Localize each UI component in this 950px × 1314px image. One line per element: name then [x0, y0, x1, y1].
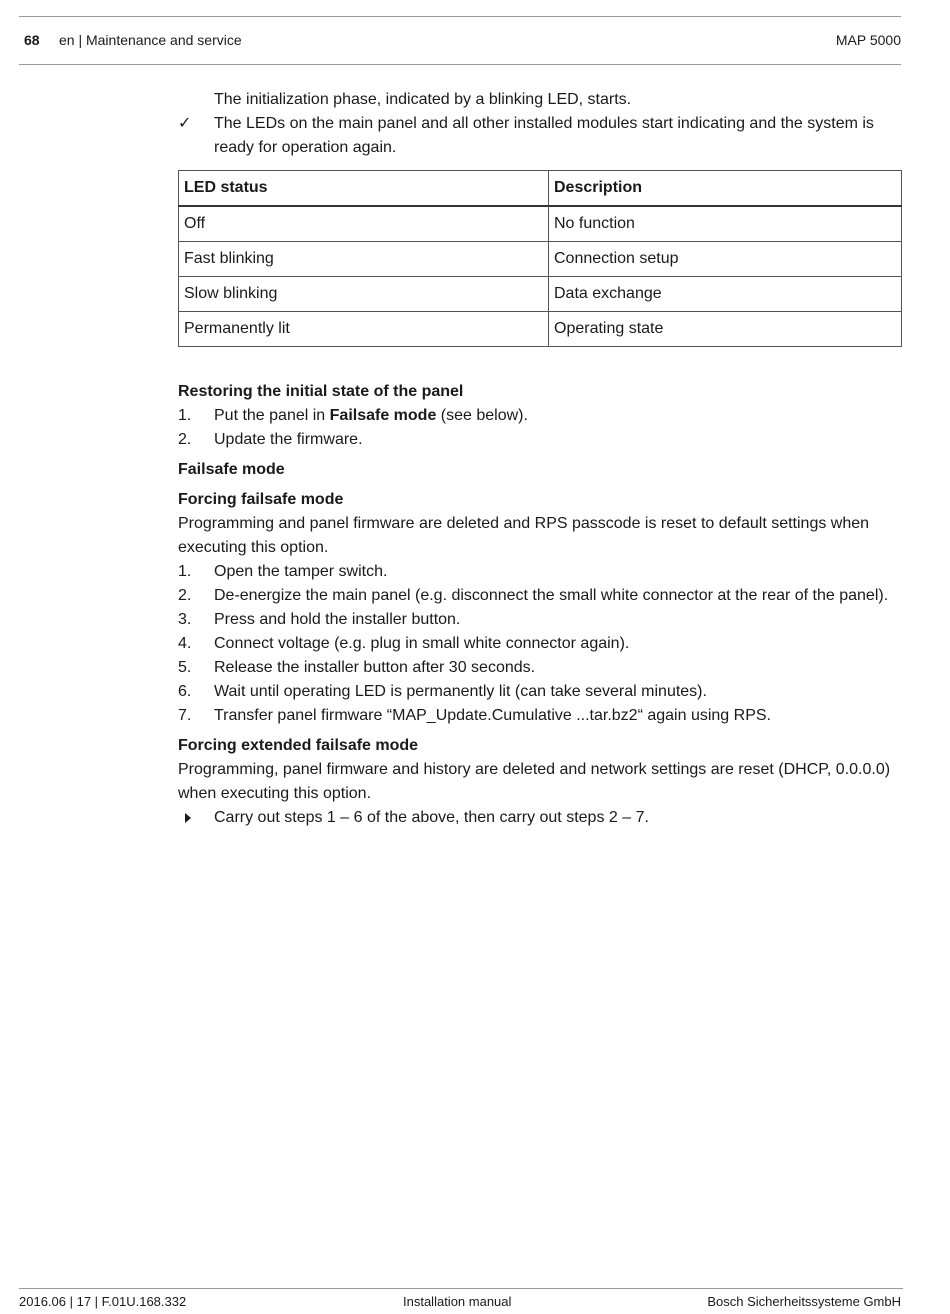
- step-text: Connect voltage (e.g. plug in small white connector again).: [214, 635, 630, 652]
- extended-failsafe-description: Programming, panel firmware and history are deleted and network settings are reset (DHCP, 0.0.0.0) when executing this option.: [178, 761, 891, 802]
- led-status-cell: Permanently lit: [179, 312, 549, 347]
- step-text: Wait until operating LED is permanently lit (can take several minutes).: [214, 683, 707, 700]
- manual-type: Installation manual: [403, 1294, 512, 1309]
- product-name: MAP 5000: [835, 32, 901, 48]
- step-text: De-energize the main panel (e.g. disconnect the small white connector at the rear of the panel).: [214, 587, 889, 604]
- step-number: 1.: [178, 407, 192, 424]
- failsafe-mode-reference: Failsafe mode: [329, 407, 437, 424]
- description-cell: Connection setup: [549, 242, 902, 277]
- result-text: The LEDs on the main panel and all other installed modules start indicating and the system is ready for operation again.: [214, 115, 874, 156]
- led-status-cell: Slow blinking: [179, 277, 549, 312]
- led-status-cell: Fast blinking: [179, 242, 549, 277]
- column-header-led-status: LED status: [179, 171, 549, 207]
- description-cell: No function: [549, 206, 902, 242]
- header-bottom-rule: [19, 64, 901, 65]
- extended-failsafe-heading: Forcing extended failsafe mode: [178, 737, 419, 754]
- step-text-pre: Put the panel in: [214, 407, 330, 424]
- restoring-heading: Restoring the initial state of the panel: [178, 383, 464, 400]
- list-item: [178, 656, 902, 680]
- forcing-failsafe-heading: Forcing failsafe mode: [178, 491, 344, 508]
- step-text: Open the tamper switch.: [214, 563, 388, 580]
- step-number: 5.: [178, 659, 192, 676]
- step-number: 7.: [178, 707, 192, 724]
- list-item: [178, 560, 902, 584]
- description-cell: Operating state: [549, 312, 902, 347]
- list-item: [178, 584, 902, 608]
- list-item: [178, 632, 902, 656]
- step-number: 3.: [178, 611, 192, 628]
- page-content: [178, 88, 902, 830]
- list-item: [178, 608, 902, 632]
- led-status-table: [178, 170, 902, 347]
- step-text: Press and hold the installer button.: [214, 611, 461, 628]
- header-top-rule: [19, 16, 901, 17]
- action-item: [178, 806, 902, 830]
- company-name: Bosch Sicherheitssysteme GmbH: [707, 1294, 901, 1309]
- document-id: 2016.06 | 17 | F.01U.168.332: [19, 1294, 187, 1309]
- step-number: 2.: [178, 587, 192, 604]
- step-text: Transfer panel firmware “MAP_Update.Cumulative ...tar.bz2“ again using RPS.: [214, 707, 771, 724]
- step-number: 6.: [178, 683, 192, 700]
- action-text: Carry out steps 1 – 6 of the above, then carry out steps 2 – 7.: [214, 809, 649, 826]
- section-title: en | Maintenance and service: [59, 32, 242, 48]
- step-text: Release the installer button after 30 seconds.: [214, 659, 536, 676]
- forcing-failsafe-description: Programming and panel firmware are deleted and RPS passcode is reset to default settings when executing this option.: [178, 515, 870, 556]
- list-item: [178, 704, 902, 728]
- footer-rule: [19, 1288, 903, 1289]
- step-text: Update the firmware.: [214, 431, 363, 448]
- step-number: 1.: [178, 563, 192, 580]
- intro-line: [178, 88, 902, 112]
- step-text-post: (see below).: [436, 407, 528, 424]
- step-number: 4.: [178, 635, 192, 652]
- column-header-description: Description: [549, 171, 902, 207]
- step-number: 2.: [178, 431, 192, 448]
- failsafe-heading: Failsafe mode: [178, 461, 285, 478]
- table-row: [179, 206, 902, 242]
- check-icon: ✓: [178, 115, 192, 132]
- table-row: [179, 242, 902, 277]
- restoring-step: [178, 404, 902, 428]
- restoring-step: [178, 428, 902, 452]
- description-cell: Data exchange: [549, 277, 902, 312]
- table-row: [179, 312, 902, 347]
- table-header-row: [179, 171, 902, 207]
- table-row: [179, 277, 902, 312]
- arrow-right-icon: [178, 806, 191, 830]
- result-line: [178, 112, 902, 160]
- intro-text: The initialization phase, indicated by a blinking LED, starts.: [214, 91, 632, 108]
- page-number: 68: [24, 32, 40, 48]
- list-item: [178, 680, 902, 704]
- led-status-cell: Off: [179, 206, 549, 242]
